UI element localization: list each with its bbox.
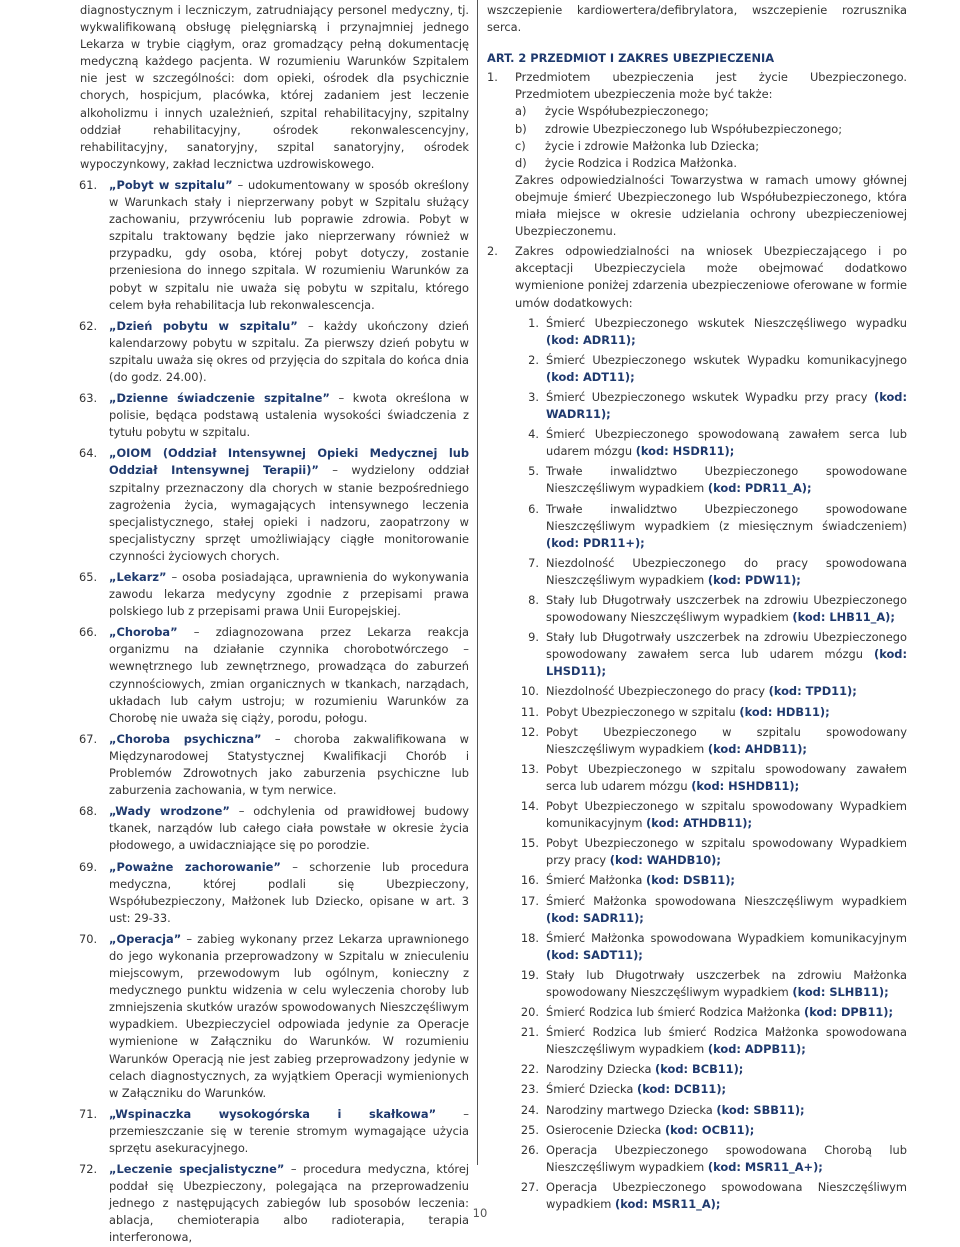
rider-number: 27. bbox=[520, 1179, 539, 1194]
rider-text: Śmierć Ubezpieczonego spowodowaną zawałem serca lub udarem mózgu bbox=[546, 427, 907, 459]
definition-item bbox=[80, 931, 469, 1102]
item-letter: d) bbox=[515, 155, 527, 170]
intro-paragraph: diagnostycznym i leczniczym, zatrudniający personel medyczny, tj. wykwalifikowaną obsługę pielęgniarską i przynajmniej jednego Lekarza w trybie ciągłym, oraz gromadzący pełną dokumentację medyczną każdego pacjenta. W rozumieniu Warunków Szpitalem nie jest w szczególności: dom opieki, ośrodek dla psychicznie chorych, hospicjum, placówka, której zadaniem jest leczenie alkoholizmu i innych uzależnień, szpital rehabilitacyjny, szpitalny oddział rehabilitacyjny, ośrodek rekonwalescencyjny, rehabilitacyjny, sanatoryjny, szpital sanatoryjny, ośrodek wypoczynkowy, zakład lecznictwa uzdrowiskowego. bbox=[80, 3, 469, 171]
rider-code: (kod: PDR11_A); bbox=[707, 481, 812, 496]
definition-term: „Choroba” bbox=[109, 625, 178, 640]
rider-text: Operacja Ubezpieczonego spowodowana Chorobą lub Nieszczęśliwym wypadkiem bbox=[546, 1142, 907, 1174]
rider-text: Śmierć Ubezpieczonego wskutek Nieszczęśliwego wypadku bbox=[546, 315, 907, 330]
definition-item bbox=[80, 859, 469, 927]
rider-text: Śmierć Rodzica lub śmierć Rodzica Małżonka bbox=[546, 1005, 804, 1020]
rider-code: (kod: PDW11); bbox=[707, 572, 801, 587]
item-text: zdrowie Ubezpieczonego lub Współubezpieczonego; bbox=[545, 121, 843, 136]
rider-number: 1. bbox=[528, 315, 539, 330]
rider-code: (kod: PDR11+); bbox=[546, 535, 645, 550]
definition-dash: – bbox=[329, 391, 353, 406]
rider-item bbox=[515, 893, 907, 927]
rider-code: (kod: SLHB11); bbox=[792, 984, 889, 999]
definition-text: choroba zakwalifikowana w Międzynarodowej Statystycznej Kwalifikacji Chorób i Problemów Zdrowotnych jako zaburzenia psychiczne lub zaburzenia zachowania, w tym nerwice. bbox=[109, 731, 469, 798]
definition-number: 71. bbox=[79, 1106, 98, 1121]
rider-text: Pobyt Ubezpieczonego w szpitalu spowodowany zawałem serca lub udarem mózgu bbox=[546, 761, 907, 793]
rider-number: 15. bbox=[520, 836, 539, 851]
rider-item bbox=[515, 426, 907, 460]
rider-number: 12. bbox=[520, 724, 539, 739]
definition-term: „Choroba psychiczna” bbox=[109, 731, 262, 746]
definition-text: kwota określona w polisie, będąca podstawą ustalenia wysokości świadczenia z tytułu pobytu w szpitalu. bbox=[109, 391, 469, 440]
definition-item bbox=[80, 624, 469, 727]
definition-item bbox=[80, 1161, 469, 1246]
rider-code: (kod: ADT11); bbox=[546, 369, 635, 384]
rider-code: (kod: LHB11_A); bbox=[792, 610, 895, 625]
rider-number: 25. bbox=[520, 1122, 539, 1137]
rider-number: 16. bbox=[520, 873, 539, 888]
definition-dash: – bbox=[261, 731, 294, 746]
definition-number: 68. bbox=[79, 804, 98, 819]
rider-text: Stały lub Długotrwały uszczerbek na zdrowiu Małżonka spowodowany Nieszczęśliwym wypadkiem bbox=[546, 967, 907, 999]
definition-text: odchylenia od prawidłowej budowy tkanek, narządów lub całego ciała powstałe w okresie życia płodowego, a uwidaczniające się po porodzie. bbox=[109, 804, 470, 853]
section-1-after: Zakres odpowiedzialności Towarzystwa w ramach umowy głównej obejmuje śmierć Ubezpieczonego lub Współubezpieczonego, która miała miejsce w okresie udzielania ochrony ubezpieczeniowej Ubezpieczonemu. bbox=[515, 172, 907, 239]
rider-text: Pobyt Ubezpieczonego w szpitalu spowodowany Wypadkiem komunikacyjnym bbox=[546, 799, 907, 831]
rider-item bbox=[515, 629, 907, 680]
rider-text: Osierocenie Dziecka bbox=[546, 1122, 665, 1137]
rider-code: (kod: ADPB11); bbox=[707, 1042, 806, 1057]
rider-number: 17. bbox=[520, 893, 539, 908]
rider-text: Pobyt Ubezpieczonego w szpitalu spowodowany Wypadkiem przy pracy bbox=[546, 836, 907, 868]
continuation-text: wszczepienie kardiowertera/defibrylatora, wszczepienie rozrusznika serca. bbox=[487, 3, 907, 35]
definition-number: 70. bbox=[79, 931, 98, 946]
definition-dash: – bbox=[229, 804, 254, 819]
definition-dash: – bbox=[177, 625, 216, 640]
rider-item bbox=[515, 724, 907, 758]
rider-item bbox=[515, 1061, 907, 1078]
rider-item bbox=[515, 1102, 907, 1119]
item-text: życie Rodzica i Rodzica Małżonka. bbox=[545, 155, 737, 170]
rider-code: (kod: LHSD11); bbox=[546, 647, 907, 679]
definition-dash: – bbox=[284, 1162, 304, 1177]
rider-number: 3. bbox=[528, 389, 539, 404]
rider-code: (kod: MSR11_A); bbox=[614, 1197, 721, 1211]
definition-term: „Leczenie specjalistyczne” bbox=[109, 1162, 285, 1177]
definition-term: „Wspinaczka wysokogórska i skałkowa” bbox=[109, 1106, 437, 1121]
rider-code: (kod: AHDB11); bbox=[707, 741, 807, 756]
definition-number: 72. bbox=[79, 1162, 98, 1177]
rider-text: Niezdolność Ubezpieczonego do pracy spowodowana Nieszczęśliwym wypadkiem bbox=[546, 555, 907, 587]
rider-number: 22. bbox=[520, 1062, 539, 1077]
rider-number: 9. bbox=[528, 630, 539, 645]
definition-text: schorzenie lub procedura medyczna, której podlali się Ubezpieczony, Współubezpieczony, Małżonek lub Dziecko, opisane w art. 3 ust: 29-33. bbox=[109, 859, 469, 925]
rider-item bbox=[515, 352, 907, 386]
definition-item bbox=[80, 1106, 469, 1157]
rider-text: Trwałe inwalidztwo Ubezpieczonego spowodowane Nieszczęśliwym wypadkiem bbox=[546, 464, 907, 496]
definition-number: 65. bbox=[79, 570, 98, 584]
rider-text: Śmierć Małżonka bbox=[546, 873, 647, 888]
item-text: życie Współubezpieczonego; bbox=[545, 104, 709, 119]
rider-code: (kod: DPB11); bbox=[804, 1005, 894, 1020]
rider-code: (kod: ATHDB11); bbox=[646, 816, 753, 831]
definition-number: 64. bbox=[79, 446, 98, 461]
rider-number: 4. bbox=[528, 427, 539, 442]
definition-number: 63. bbox=[79, 391, 98, 406]
rider-item bbox=[515, 1024, 907, 1058]
definition-dash: – bbox=[166, 570, 183, 584]
section-number: 2. bbox=[487, 244, 498, 259]
rider-text: Niezdolność Ubezpieczonego do pracy bbox=[546, 684, 769, 699]
definition-term: „OIOM (Oddział Intensywnej Opieki Medycznej lub Oddział Intensywnej Terapii)” bbox=[109, 446, 469, 478]
definition-item bbox=[80, 177, 469, 314]
definition-text: przemieszczanie się w terenie stromym wymagające użycia sprzętu asekuracyjnego. bbox=[109, 1123, 469, 1155]
rider-code: (kod: HDB11); bbox=[739, 704, 830, 719]
definition-text: wydzielony oddział szpitalny przeznaczony dla chorych w stanie bezpośredniego zagrożenia życia, wymagających intensywnego leczenia specjalistycznego, stałej opieki i nadzoru, zaopatrzony w specjalistyczny sprzęt umożliwiający ciągłe monitorowanie czynności życiowych chorych. bbox=[109, 463, 469, 563]
rider-item bbox=[515, 592, 907, 626]
definition-item bbox=[80, 318, 469, 386]
rider-code: (kod: SADT11); bbox=[546, 947, 643, 962]
rider-number: 6. bbox=[528, 501, 539, 516]
rider-number: 24. bbox=[520, 1102, 539, 1117]
rider-item bbox=[515, 967, 907, 1001]
rider-code: (kod: TPD11); bbox=[768, 684, 857, 699]
definition-term: „Dzień pobytu w szpitalu” bbox=[109, 318, 298, 333]
definition-term: „Lekarz” bbox=[109, 570, 167, 584]
rider-item bbox=[515, 463, 907, 497]
rider-code: (kod: ADR11); bbox=[546, 332, 636, 347]
definition-item bbox=[80, 390, 469, 441]
section-text: Zakres odpowiedzialności na wniosek Ubezpieczającego i po akceptacji Ubezpieczyciela może obejmować dodatkowo wymienione poniżej zdarzenia ubezpieczeniowe oferowane w formie umów dodatkowych: bbox=[515, 244, 907, 310]
rider-code: (kod: OCB11); bbox=[664, 1122, 755, 1137]
rider-item bbox=[515, 798, 907, 832]
right-column bbox=[487, 2, 907, 1213]
rider-text: Śmierć Małżonka spowodowana Wypadkiem komunikacyjnym bbox=[546, 930, 907, 945]
rider-text: Narodziny martwego Dziecka bbox=[546, 1102, 717, 1117]
rider-number: 14. bbox=[520, 799, 539, 814]
rider-number: 19. bbox=[520, 967, 539, 982]
rider-text: Pobyt Ubezpieczonego w szpitalu spowodowany Nieszczęśliwym wypadkiem bbox=[546, 724, 907, 756]
rider-item bbox=[515, 835, 907, 869]
definition-dash: – bbox=[181, 931, 198, 946]
section-1 bbox=[487, 69, 907, 240]
definition-term: „Pobyt w szpitalu” bbox=[109, 177, 233, 192]
definition-dash: – bbox=[280, 859, 310, 874]
definition-text: osoba posiadająca, uprawnienia do wykonywania zawodu lekarza medycyny zgodnie z przepisami prawa polskiego lub z przepisami prawa Unii Europejskiej. bbox=[109, 570, 469, 619]
rider-text: Operacja Ubezpieczonego spowodowana Nieszczęśliwym wypadkiem bbox=[546, 1179, 907, 1211]
definition-item bbox=[80, 731, 469, 799]
definition-term: „Poważne zachorowanie” bbox=[109, 859, 281, 874]
rider-number: 7. bbox=[528, 555, 539, 570]
rider-list bbox=[515, 315, 907, 1214]
rider-text: Trwałe inwalidztwo Ubezpieczonego spowodowane Nieszczęśliwym wypadkiem (z miesięcznym świadczeniem) bbox=[546, 501, 907, 533]
rider-text: Śmierć Ubezpieczonego wskutek Wypadku przy pracy bbox=[546, 389, 874, 404]
rider-code: (kod: DSB11); bbox=[646, 873, 735, 888]
rider-number: 23. bbox=[520, 1082, 539, 1097]
rider-code: (kod: MSR11_A+); bbox=[707, 1159, 823, 1174]
rider-code: (kod: BCB11); bbox=[655, 1062, 744, 1077]
definition-text: każdy ukończony dzień kalendarzowy pobytu w szpitalu. Za pierwszy dzień pobytu w szpitalu uważa się okres od przyjęcia do szpitala do końca dnia (do godz. 24.00). bbox=[109, 318, 470, 384]
item-letter: c) bbox=[515, 138, 526, 153]
rider-text: Stały lub Długotrwały uszczerbek na zdrowiu Ubezpieczonego spowodowany Nieszczęśliwym wypadkiem bbox=[546, 593, 907, 625]
rider-item bbox=[515, 1004, 907, 1021]
rider-number: 5. bbox=[528, 464, 539, 479]
rider-number: 13. bbox=[520, 761, 539, 776]
definition-item bbox=[80, 569, 469, 620]
rider-code: (kod: WAHDB10); bbox=[609, 853, 721, 868]
rider-number: 20. bbox=[520, 1005, 539, 1020]
rider-number: 18. bbox=[520, 930, 539, 945]
rider-item bbox=[515, 501, 907, 552]
definition-dash: – bbox=[436, 1106, 469, 1121]
definition-item bbox=[80, 445, 469, 565]
section-2 bbox=[487, 243, 907, 1213]
rider-text: Śmierć Małżonka spowodowana Nieszczęśliwym wypadkiem bbox=[546, 893, 907, 908]
rider-code: (kod: SBB11); bbox=[716, 1102, 805, 1117]
rider-item bbox=[515, 872, 907, 889]
rider-item bbox=[515, 315, 907, 349]
rider-code: (kod: HSHDB11); bbox=[691, 778, 800, 793]
section-1-items bbox=[515, 103, 907, 171]
rider-code: (kod: WADR11); bbox=[546, 389, 907, 422]
item-text: życie i zdrowie Małżonka lub Dziecka; bbox=[545, 138, 760, 153]
left-column bbox=[80, 2, 469, 1247]
definition-text: zabieg wykonany przez Lekarza uprawnionego do jego wykonania przeprowadzony w Szpitalu w znieculeniu miejscowym, przewodowym lub ogólnym, konieczny z medycznego punktu widzenia w celu wyleczenia choroby lub zmniejszenia skutków urazów spowodowanych Nieszczęśliwym wypadkiem. Ubezpieczyciel odpowiada jedynie za Operacje wymienione w Załączniku do Warunków. W rozumieniu Warunków Operacją nie jest zabieg przeprowadzony jedynie w celach diagnostycznych, za wyjątkiem Operacji wymienionych w Załączniku do Warunków. bbox=[109, 931, 470, 1100]
column-divider bbox=[477, 0, 478, 1165]
definition-number: 62. bbox=[79, 318, 98, 333]
rider-item bbox=[515, 683, 907, 700]
definition-dash: – bbox=[232, 177, 248, 192]
rider-item bbox=[515, 1081, 907, 1098]
definition-text: udokumentowany w sposób określony w Warunkach stały i nieprzerwany pobyt w Szpitalu służący zachowaniu, przywróceniu lub poprawie zdrowia. Pobyt w szpitalu traktowany będzie jako nieprzerwany również w przypadku, gdy osoba, której pobyt dotyczy, zostanie przeniesiona do innego szpitala. W rozumieniu Warunków za pobyt w szpitalu nie uważa się pobytu w szpitalu, którego celem była rehabilitacja lub rekonwalescencja. bbox=[109, 177, 469, 312]
definition-item bbox=[80, 803, 469, 854]
definition-number: 61. bbox=[79, 177, 98, 192]
definition-term: „Dzienne świadczenie szpitalne” bbox=[109, 391, 330, 406]
definition-dash: – bbox=[297, 318, 324, 333]
rider-code: (kod: DCB11); bbox=[637, 1082, 727, 1097]
definition-number: 67. bbox=[79, 731, 98, 746]
article-title: ART. 2 PRZEDMIOT I ZAKRES UBEZPIECZENIA bbox=[487, 51, 775, 66]
definition-text: zdiagnozowana przez Lekarza reakcja organizmu na działanie czynnika chorobotwórczego – wewnętrznego lub zewnętrznego, prowadząca do zaburzeń czynnościowych, zmian organicznych w tkankach, narządach, układach lub całym ustroju; w rozumieniu Warunków za Chorobę nie uważa się ciąży, porodu, połogu. bbox=[109, 625, 470, 725]
subject-item bbox=[515, 121, 907, 138]
rider-item bbox=[515, 930, 907, 964]
subject-item bbox=[515, 155, 907, 172]
definition-term: „Operacja” bbox=[109, 931, 182, 946]
definition-text: procedura medyczna, której poddał się Ubezpieczony, polegająca na przeprowadzeniu jednego z następujących zabiegów lub sposobów leczenia: ablacja, chemioterapia albo radioterapia, terapia interferonowa, bbox=[109, 1162, 470, 1245]
definition-term: „Wady wrodzone” bbox=[109, 804, 230, 819]
page-number: 10 bbox=[472, 1206, 488, 1220]
rider-number: 26. bbox=[520, 1142, 539, 1157]
rider-number: 2. bbox=[528, 352, 539, 367]
definitions-list bbox=[80, 177, 469, 1247]
rider-text: Śmierć Dziecka bbox=[546, 1082, 637, 1097]
rider-code: (kod: HSDR11); bbox=[635, 444, 735, 459]
rider-number: 11. bbox=[520, 704, 539, 719]
section-text: Przedmiotem ubezpieczenia jest życie Ubezpieczonego. Przedmiotem ubezpieczenia może być także: bbox=[515, 70, 907, 102]
rider-item bbox=[515, 1142, 907, 1176]
item-letter: b) bbox=[515, 121, 527, 136]
rider-item bbox=[515, 389, 907, 423]
definition-number: 66. bbox=[79, 625, 98, 640]
rider-code: (kod: SADR11); bbox=[546, 910, 644, 925]
subject-item bbox=[515, 138, 907, 155]
rider-text: Narodziny Dziecka bbox=[546, 1062, 656, 1077]
rider-item bbox=[515, 704, 907, 721]
rider-text: Pobyt Ubezpieczonego w szpitalu bbox=[546, 704, 740, 719]
rider-number: 21. bbox=[520, 1025, 539, 1040]
rider-text: Śmierć Rodzica lub śmierć Rodzica Małżonka spowodowana Nieszczęśliwym wypadkiem bbox=[546, 1025, 907, 1057]
rider-text: Stały lub Długotrwały uszczerbek na zdrowiu Ubezpieczonego spowodowany zawałem serca lub udarem mózgu bbox=[546, 630, 907, 662]
item-letter: a) bbox=[515, 104, 527, 119]
rider-item bbox=[515, 555, 907, 589]
section-number: 1. bbox=[487, 70, 498, 85]
rider-item bbox=[515, 761, 907, 795]
definition-dash: – bbox=[318, 463, 352, 478]
rider-item bbox=[515, 1122, 907, 1139]
rider-text: Śmierć Ubezpieczonego wskutek Wypadku komunikacyjnego bbox=[546, 352, 907, 367]
rider-number: 8. bbox=[528, 593, 539, 607]
definition-number: 69. bbox=[79, 859, 98, 874]
subject-item bbox=[515, 103, 907, 120]
rider-number: 10. bbox=[520, 684, 539, 699]
